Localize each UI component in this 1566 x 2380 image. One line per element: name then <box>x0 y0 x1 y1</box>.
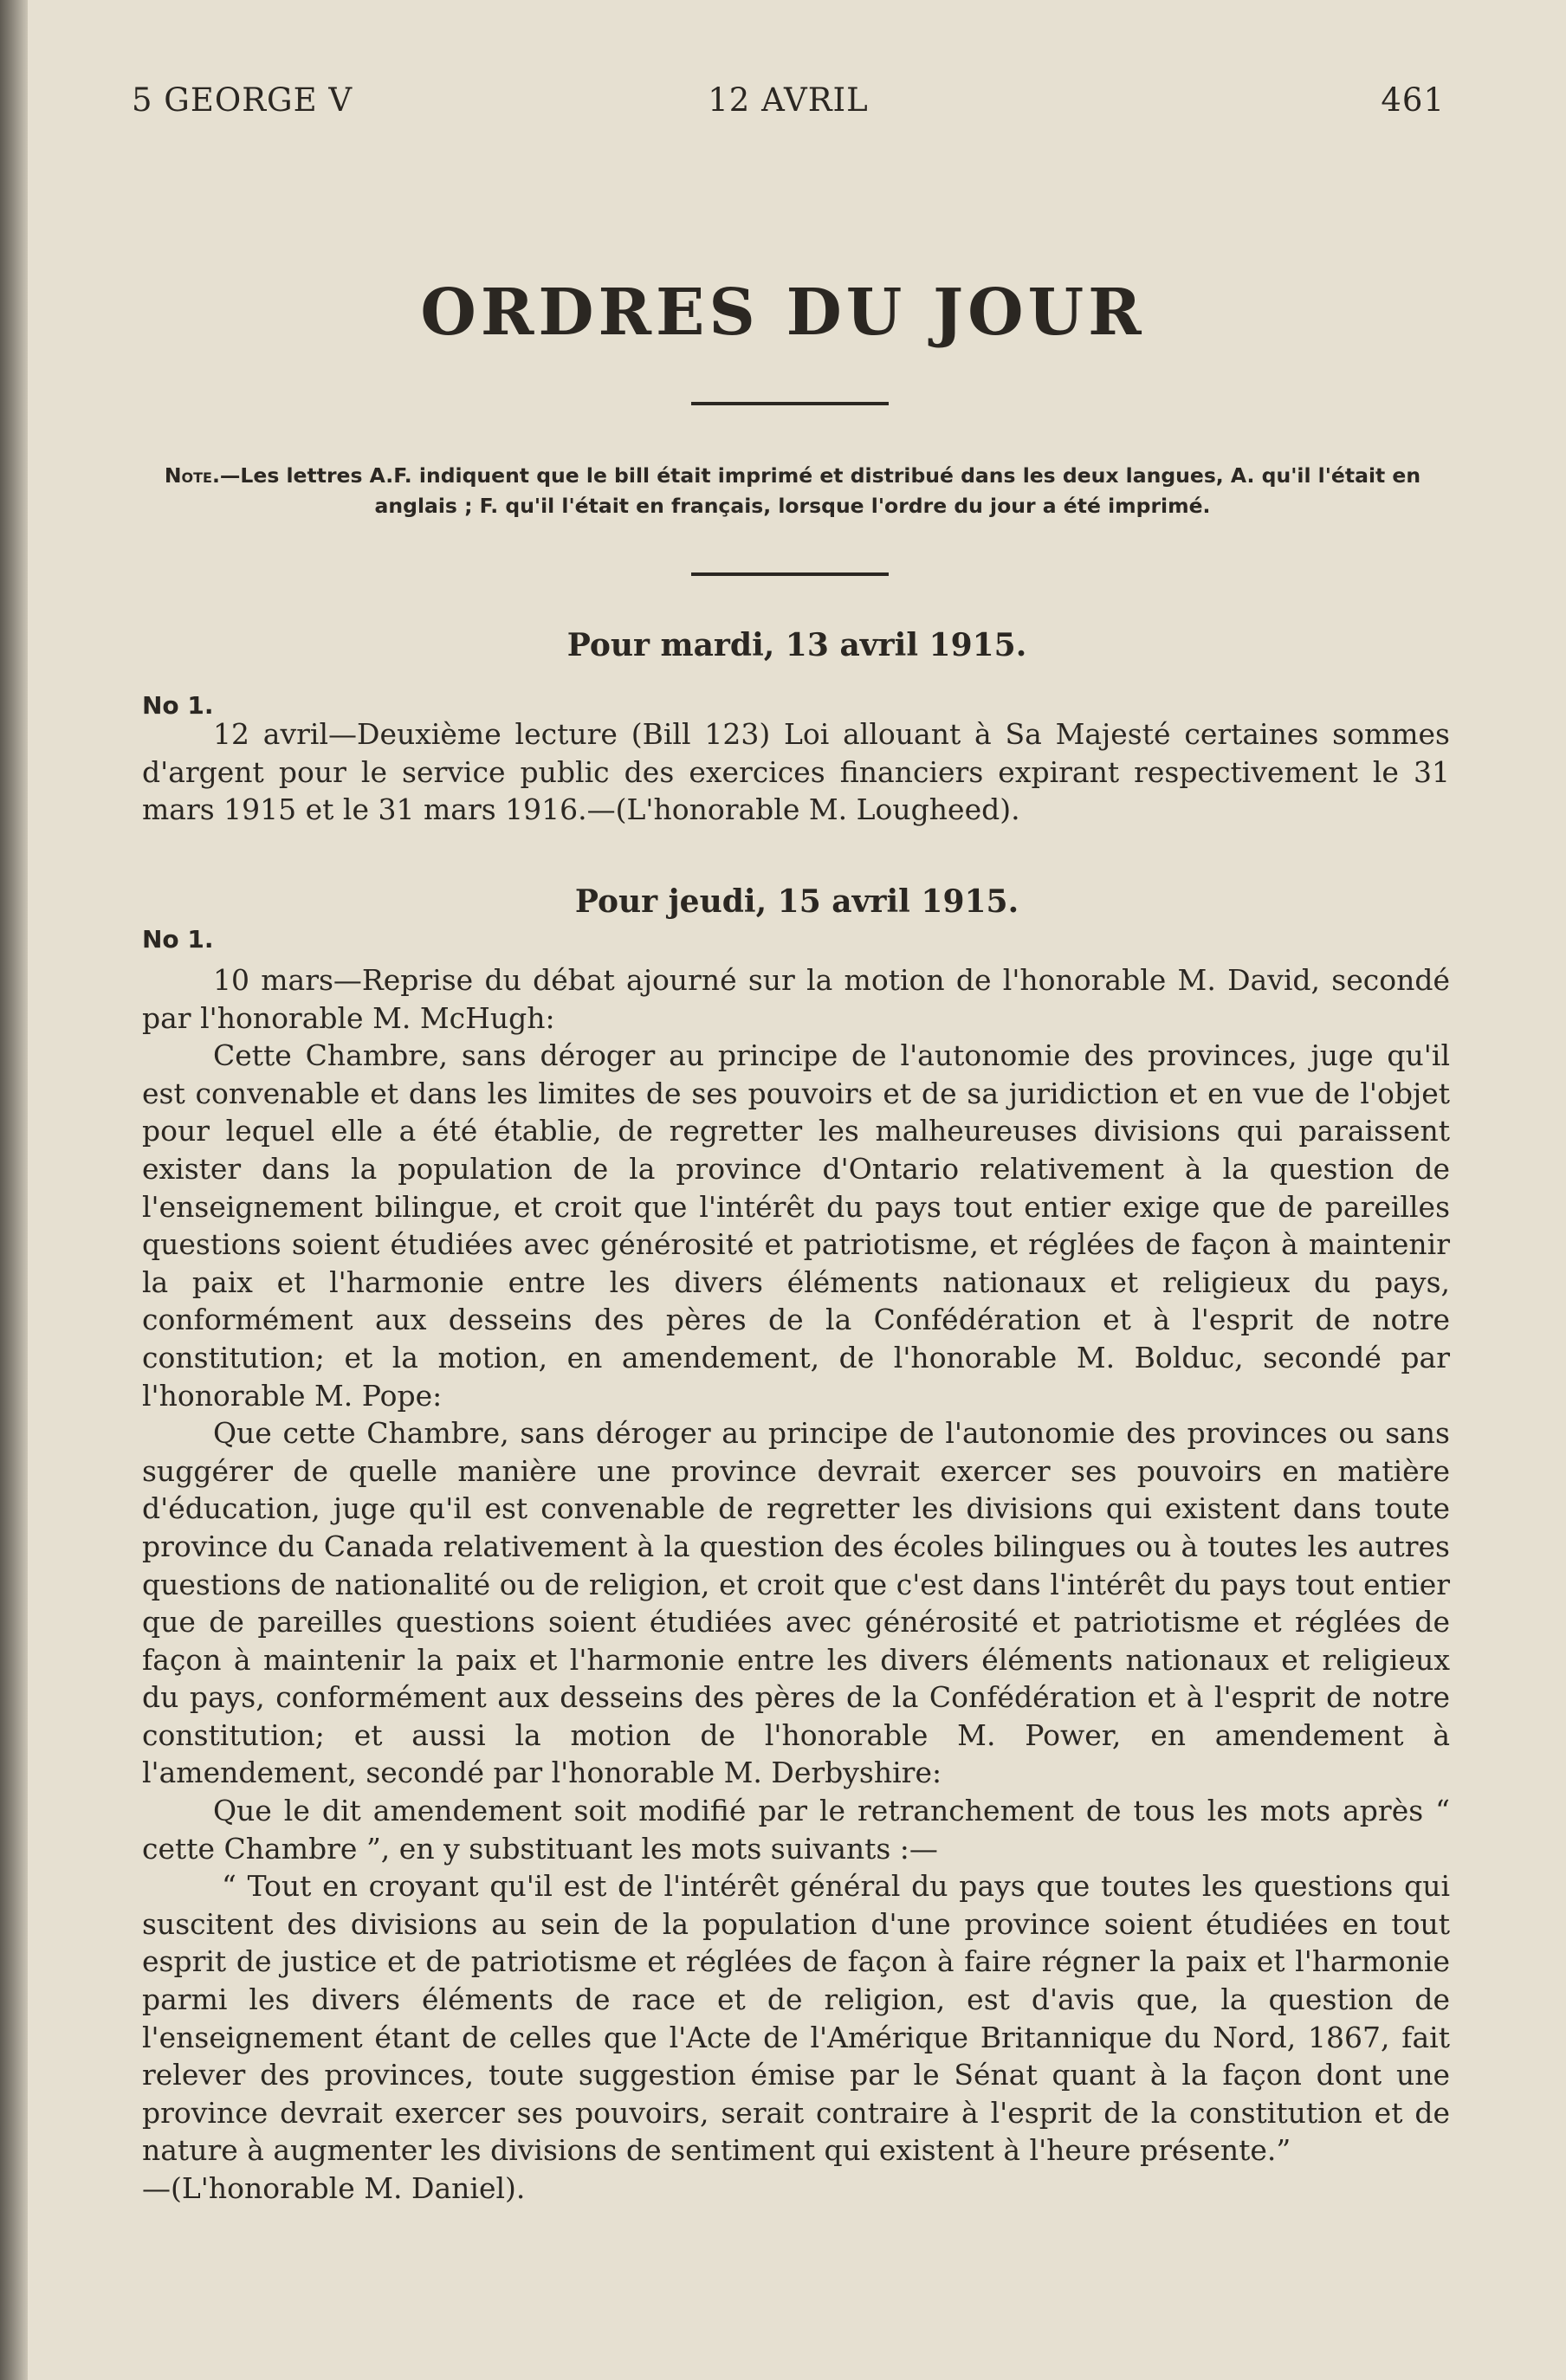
order-number: No 1. <box>142 925 214 954</box>
running-head <box>132 81 1445 125</box>
title-rule <box>691 402 889 405</box>
quoted-paragraph: “ Tout en croyant qu'il est de l'intérêt général du pays que toutes les questions qui suscitent des divisions au sein de la population d'une province soient étudiées en tout esprit de justice et de patriotisme et réglées de façon à faire régner la paix et l'harmonie parmi les divers éléments de race et de religion, est d'avis que, la question de l'enseignement étant de celles que l'Acte de l'Amérique Britannique du Nord, 1867, fait relever des provinces, toute suggestion émise par le Sénat quant à la façon dont une province devrait exercer ses pouvoirs, serait contraire à l'esprit de la constitution et de nature à augmenter les divisions de sentiment qui existent à l'heure présente.” <box>142 1869 1450 2168</box>
page-title: ORDRES DU JOUR <box>420 275 1146 350</box>
paragraph: Que le dit amendement soit modifié par le retranchement de tous les mots après “ cette Chambre ”, en y substituant les mots suivants :— <box>142 1794 1450 1866</box>
order-entry <box>142 715 1450 829</box>
paragraph: 12 avril—Deuxième lecture (Bill 123) Loi allouant à Sa Majesté certaines sommes d'argent pour le service public des exercices financiers expirant respectivement le 31 mars 1915 et le 31 mars 1916.—(L'honorable M. Lougheed). <box>142 717 1450 827</box>
paragraph: Cette Chambre, sans déroger au principe de l'autonomie des provinces, juge qu'il est convenable et dans les limites de ses pouvoirs et de sa juridiction et en vue de l'objet pour lequel elle a été établie, de regretter les malheureuses divisions qui paraissent exister dans la population de la province d'Ontario relativement à la question de l'enseignement bilingue, et croit que l'intérêt du pays tout entier exige que de pareilles questions soient étudiées avec générosité et patriotisme, et réglées de façon à maintenir la paix et l'harmonie entre les divers éléments nationaux et religieux du pays, conformément aux desseins des pères de la Confédération et à l'esprit de notre constitution; et la motion, en amendement, de l'honorable M. Bolduc, secondé par l'honorable M. Pope: <box>142 1038 1450 1413</box>
header-date: 12 AVRIL <box>708 81 869 119</box>
page-number: 461 <box>1381 81 1445 119</box>
order-entry <box>142 961 1450 2208</box>
note-label: Note. <box>164 463 220 488</box>
note-block <box>139 461 1446 521</box>
section-date-heading: Pour mardi, 13 avril 1915. <box>566 627 1027 663</box>
section-date-heading: Pour jeudi, 15 avril 1915. <box>574 883 1019 920</box>
regnal-year: 5 GEORGE V <box>132 81 353 119</box>
attribution: —(L'honorable M. Daniel). <box>142 2171 526 2205</box>
order-number: No 1. <box>142 691 214 720</box>
paragraph: Que cette Chambre, sans déroger au principe de l'autonomie des provinces ou sans suggérer de quelle manière une province devrait exercer ses pouvoirs en matière d'éducation, juge qu'il est convenable de regretter les divisions qui existent dans toute province du Canada relativement à la question des écoles bilingues ou à toutes les autres questions de nationalité ou de religion, et croit que c'est dans l'intérêt du pays tout entier que de pareilles questions soient étudiées avec générosité et patriotisme et réglées de façon à maintenir la paix et l'harmonie entre les divers éléments nationaux et religieux du pays, conformément aux desseins des pères de la Confédération et à l'esprit de notre constitution; et aussi la motion de l'honorable M. Power, en amendement à l'amendement, secondé par l'honorable M. Derbyshire: <box>142 1416 1450 1790</box>
note-text: —Les lettres A.F. indiquent que le bill était imprimé et distribué dans les deux langues, A. qu'il l'était en anglais ; F. qu'il l'était en français, lorsque l'ordre du jour a été imprimé. <box>219 463 1421 518</box>
note-rule <box>691 572 889 576</box>
paragraph: 10 mars—Reprise du débat ajourné sur la motion de l'honorable M. David, secondé par l'honorable M. McHugh: <box>142 963 1450 1035</box>
